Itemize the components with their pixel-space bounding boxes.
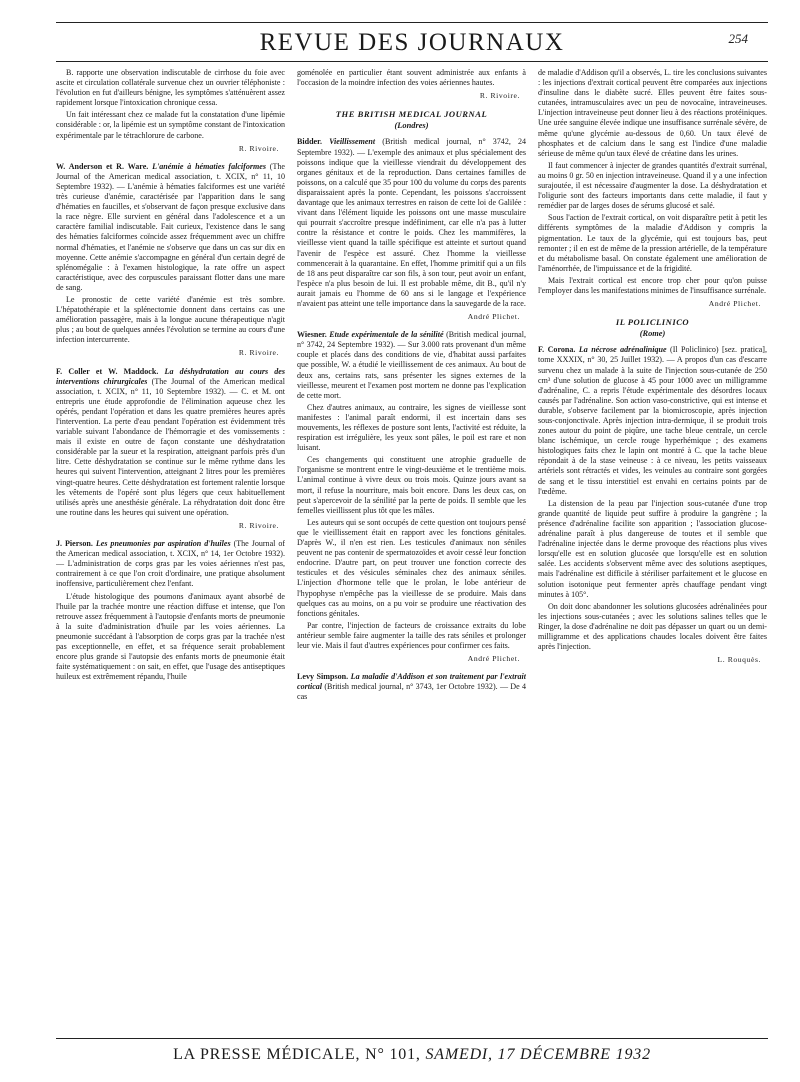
footer-journal: LA PRESSE MÉDICALE, N° — [173, 1046, 385, 1063]
page-header — [56, 23, 768, 57]
signature: André Plichet. — [708, 299, 761, 309]
article-authors: Levy Simpson. — [297, 672, 349, 682]
paragraph: Mais l'extrait cortical est encore trop cher pour qu'on puisse l'employer dans les manifestations minimes de l'insuffisance surrénale. — [538, 275, 767, 295]
paragraph: On doit donc abandonner les solutions glucosées adrénalinées pour les injections sous-cutanées ; avec les solutions salines telles que le Ringer, la dose d'adrénaline ne doit pas dépasser un quart ou un demi-milligramme et des applications chaudes locales doivent être faites après l'injection. — [538, 601, 767, 652]
article-authors: F. Corona. — [538, 345, 576, 355]
article-pierson — [56, 539, 285, 589]
article-body: (Il Policlinico) [sez. pratica], tome XXXIX, n° 30, 25 Juillet 1932). — A propos d'un cas d'escarre survenu chez un malade à la suite de l'injection sous-cutanée de 250 cm³ d'une solution de glucose à 45 pour 1000 avec un milligramme d'adrénaline, C. a repris l'étude expérimentale des désordres locaux causés par l'adrénaline. Son action vaso-constrictive, qui est intense et durable, s'observe facilement par la biomicroscopie, après injection sous-conjonctivale. Après injection intra-dermique, il se produit trois zones autour du point de piqûre, une tache bleue centrale, un cercle blanc ischémique, un cercle rouge hyperhémique ; des examens histologiques faits chez le lapin ont montré à C. que la tache bleue répondait à de la stase veineuse : à ce niveau, les petits vaisseaux artériels sont rétractés et vides, les veinules au contraire sont gorgées de sang et le tissu interstitiel est envahi en certains points par de l'œdème. — [538, 345, 767, 496]
signature: André Plichet. — [467, 654, 520, 664]
article-simpson — [297, 672, 526, 702]
article-coller — [56, 367, 285, 518]
paragraph: Chez d'autres animaux, au contraire, les signes de vieillesse sont manifestes : l'animal paraît endormi, il est incertain dans ses mouvements, les réflexes de posture sont lents, l'activité est réduite, la respiration est irrégulière, les yeux sont pâles, le poil est rare et non luisant. — [297, 402, 526, 453]
column-3 — [538, 68, 767, 1028]
section-heading: IL POLICLINICO — [615, 317, 690, 328]
header-rule — [56, 61, 768, 62]
page-number: 254 — [728, 31, 748, 46]
section-heading: THE BRITISH MEDICAL JOURNAL — [335, 109, 488, 120]
paragraph: Les auteurs qui se sont occupés de cette question ont toujours pensé que le vieillissement était en rapport avec les fonctions génitales. D'après W., il n'en est rien. Les testicules d'animaux non séniles peuvent ne pas contenir de spermatozoïdes et avoir cessé leur fonction endocrine. D'autre part, on peut trouver une fonction correcte des testicules et des vésicules séminales chez des animaux séniles. L'injection d'hormone telle que le prolan, le lobe antérieur de l'hypophyse n'empêche pas la vieillesse de se produire. Mais dans quelques cas au moins, on a pu voir se produire une réactivation des fonctions génitales. — [297, 517, 526, 618]
article-anderson — [56, 162, 285, 293]
signature: R. Rivoire. — [238, 143, 279, 153]
footer-date: SAMEDI, 17 DÉCEMBRE 1932 — [425, 1046, 651, 1063]
footer-rule — [56, 1038, 768, 1039]
signature: André Plichet. — [467, 312, 520, 322]
paragraph: Par contre, l'injection de facteurs de croissance extraits du lobe antérieur semble faire augmenter la taille des rats séniles et prolonger leur vie. Mais il faut d'autres expériences pour confirmer ces faits. — [297, 620, 526, 650]
paragraph: Ces changements qui constituent une atrophie graduelle de l'organisme se montrent entre le vingt-deuxième et le trentième mois. L'animal continue à vivre deux ou trois mois. Quinze jours avant sa mort, il refuse la nourriture, mais boit encore. Dans les deux cas, on peut s'apercevoir de la sénilité par la perte de poids. Il semble que les femelles vieillissent plus tôt que les mâles. — [297, 455, 526, 515]
page-footer — [56, 1046, 768, 1064]
article-title: Les pneumonies par aspiration d'huiles — [95, 539, 231, 549]
article-title: Etude expérimentale de la sénilité — [329, 330, 444, 340]
article-body: (The Journal of the American medical association, t. XCIX, n° 11, 10 Septembre 1932). — C. et M. ont entrepris une étude approfondie de l'élimination aqueuse chez les opérés, pendant l'opération et dans les quatre premières heures après l'intervention. La perte d'eau pendant l'opération est évidemment très variable suivant l'abondance de l'hémorragie et des vomissements : mais il existe en outre de façon constante une déshydratation considérable par la sueur et la respiration, atteignant parfois près d'un litre. Cette déshydratation se continue sur le même rythme dans les heures qui suivent l'intervention, atteignant 2 litres pour les premières vingt-quatre heures. Cette déshydratation est fortement ralentie lorsque les vêtements de l'opéré sont plus légers que ceux habituellement utilisés après une anesthésie générale. La réhydratation doit donc être une routine dans les heures qui suivent une opération. — [56, 376, 285, 517]
journal-page — [56, 12, 768, 1072]
column-2 — [297, 68, 526, 1028]
article-body: (The Journal of the American medical association, t. XCIX, n° 14, 1er Octobre 1932). — L'administration de corps gras par les voies aériennes n'est pas, contrairement à ce que l'on croit d'ordinaire, une pratique absolument inoffensive, particulièrement chez l'enfant. — [56, 539, 285, 589]
article-title: La maladie d'Addison et son traitement par l'extrait cortical — [297, 672, 526, 692]
section-subheading: (Rome) — [639, 329, 666, 339]
article-wiesner — [297, 330, 526, 401]
footer-issue: 101, — [389, 1046, 421, 1063]
signature: R. Rivoire. — [479, 91, 520, 101]
article-body: (The Journal of the American medical association, t. XCIX, n° 11, 10 Septembre 1932). — L'anémie à hématies falciformes est une variété très curieuse d'anémie, caractérisée par l'apparition dans le sang d'hématies en faucilles, et s'observant de façon presque exclusive dans la race nègre. Elle survient en général dans l'adolescence et a un caractère familial indiscutable. Fait curieux, l'existence dans le sang des hématies falciformes coïncide assez fréquemment avec un chiffre normal d'hématies, et l'anémie ne s'observe que dans un cas sur dix en moyenne. Cette anémie s'accompagne en général d'un certain degré de splénomégalie : à l'examen histologique, la rate offre un aspect caractéristique, avec des corpuscules paraissant flotter dans une mare de sang. — [56, 161, 285, 292]
paragraph: Sous l'action de l'extrait cortical, on voit disparaître petit à petit les différents symptômes de la maladie d'Addison y compris la pigmentation. Le taux de la glycémie, qui est toujours bas, peut remonter ; il en est de même de la pression artérielle, de la température et du métabolisme basal. On constate également une amélioration de l'aménorrhée, de l'impuissance et de la frigidité. — [538, 213, 767, 273]
article-columns — [56, 68, 768, 1028]
paragraph: Il faut commencer à injecter de grandes quantités d'extrait surrénal, au moins 0 gr. 50 en injection intraveineuse. Quand il y a une infection surajoutée, il est nécessaire d'augmenter la dose. La déshydratation et l'oligurie sont des facteurs importants dans cette maladie, il faut y remédier par de larges doses de sérums glucosé et salé. — [538, 160, 767, 211]
paragraph: Un fait intéressant chez ce malade fut la constatation d'une lipémie considérable : or, la lipémie est un symptôme constant de l'intoxication expérimentale par le tétrachlorure de carbone. — [56, 110, 285, 140]
signature: R. Rivoire. — [238, 520, 279, 530]
article-bidder — [297, 137, 526, 309]
paragraph: La distension de la peau par l'injection sous-cutanée d'une trop grande quantité de liquide peut suffire à produire la gangrène ; la présence d'adrénaline facilite son apparition ; l'association glucose-adrénaline paraît à plus dangereuse de toutes et il semble que l'adrénaline injectée dans le derme provoque des réactions plus vives lorsqu'elle est en solution glucosée que lorsqu'elle est en solution salée. Les accidents s'observent même avec des solutions aseptiques, mais l'adrénaline est difficile à stériliser parfaitement et le glucose en solution isotonique peut fermenter après chauffage pendant vingt minutes à 105°. — [538, 498, 767, 599]
signature: L. Rouquès. — [717, 655, 761, 665]
paragraph: de maladie d'Addison qu'il a observés, L. tire les conclusions suivantes : les injections d'extrait cortical peuvent être comparées aux injections d'insuline dans le diabète sucré. Elles peuvent être faites sous-cutanées, intramusculaires avec un peu de novocaïne, intraveineuses. L'injection intraveineuse peut donner lieu à des réactions protéiniques. Une urée sanguine élevée indique une insuffisance surrénale sévère, de même qu'une glycémie au-dessous de 0,60. Un taux élevé de phosphates et de calcium dans le sang est l'indice d'une maladie sérieuse de même qu'un taux élevé de créatine dans les urines. — [538, 68, 767, 158]
column-1 — [56, 68, 285, 1028]
paragraph: Le pronostic de cette variété d'anémie est très sombre. L'hépatothérapie et la splénectomie donnent dans certains cas une amélioration passagère, mais à la longue aucune thérapeutique n'agit plus ; au bout de quelques années l'évolution se termine au cours d'une infection intercurrente. — [56, 294, 285, 345]
article-authors: J. Pierson. — [56, 539, 93, 549]
article-authors: F. Coller et W. Maddock. — [56, 366, 159, 376]
article-title: L'anémie à hématies falciformes — [152, 161, 266, 171]
article-authors: W. Anderson et R. Ware. — [56, 161, 149, 171]
article-authors: Wiesner. — [297, 330, 327, 340]
page-title: REVUE DES JOURNAUX — [259, 29, 565, 56]
article-body: (British medical journal, n° 3742, 24 Septembre 1932). — L'exemple des animaux et plus spécialement des poissons indique que la vieillesse viendrait du développement des organes génitaux et de la reproduction. Dans certaines familles de poissons, on a calculé que 35 pour 100 du volume du corps des parents disparaissaient après la ponte. Cependant, les poissons s'accroissent davantage que les animaux terrestres en raison de cette loi de Galilée : vivant dans l'élément liquide les poissons ont une masse musculaire qui pourrait s'accroître presque indéfiniment, car elle n'a pas à lutter contre la résistance et contre le poids. Chez les mammifères, la vieillesse vient quand la taille spécifique est atteinte et surtout quand l'avenir de l'espèce est assuré. Chez l'homme la vieillesse commencerait à la quarantaine. En effet, l'homme primitif qui a un fils de 18 ans peut disparaître car son fils, à son tour, peut avoir un enfant, l'espèce n'a plus besoin de lui. Il est probable même, dit B., qu'il n'y aurait jamais eu l'homme de 60 ans si le langage et l'expérience n'avaient pas atteint une telle importance dans la sauvegarde de la race. — [297, 137, 526, 308]
article-body: (British medical journal, n° 3743, 1er Octobre 1932). — De 4 cas — [297, 682, 526, 702]
article-authors: Bidder. — [297, 137, 322, 147]
article-title: La nécrose adrénalinique — [578, 345, 667, 355]
paragraph: B. rapporte une observation indiscutable de cirrhose du foie avec ascite et circulation collatérale survenue chez un ouvrier téléphoniste : l'évolution en fut d'ailleurs bénigne, les symptômes s'atténuèrent assez rapidement lorsque l'intoxication chronique cessa. — [56, 68, 285, 108]
article-title: Vieillissement — [329, 137, 376, 147]
paragraph: L'étude histologique des poumons d'animaux ayant absorbé de l'huile par la trachée montre une réaction diffuse et intense, que l'on retrouve assez fréquemment à l'autopsie d'enfants morts de pneumonie à la suite d'administration d'huile par les voies aériennes. La pneumonie succédant à l'absorption de corps gras par la trachée n'est pas exceptionnelle, en effet, et sa fréquence serait probablement encore plus grande si l'autopsie des enfants morts de pneumonie était faite systématiquement : on sait, en effet, que l'usage des antiseptiques huileux est extrêmement répandu, l'huile — [56, 591, 285, 682]
article-title: La déshydratation au cours des interventions chirurgicales — [56, 366, 285, 386]
signature: R. Rivoire. — [238, 348, 279, 358]
section-subheading: (Londres) — [394, 121, 429, 131]
paragraph: goménolée en particulier étant souvent administrée aux enfants à l'occasion de la moindre infection des voies aériennes hautes. — [297, 68, 526, 88]
article-corona — [538, 345, 767, 496]
article-body: (British medical journal, n° 3742, 24 Septembre 1932). — Sur 3.000 rats provenant d'un même couple et placés dans des conditions de vie, d'habitat aussi parfaites que possible, W. a étudié le vieillissement de ces animaux. Au bout de deux ans, certains rats, sans présenter les signes externes de la vieillesse, meurent et l'examen post mortem ne donne pas l'explication de cette mort. — [297, 330, 526, 400]
